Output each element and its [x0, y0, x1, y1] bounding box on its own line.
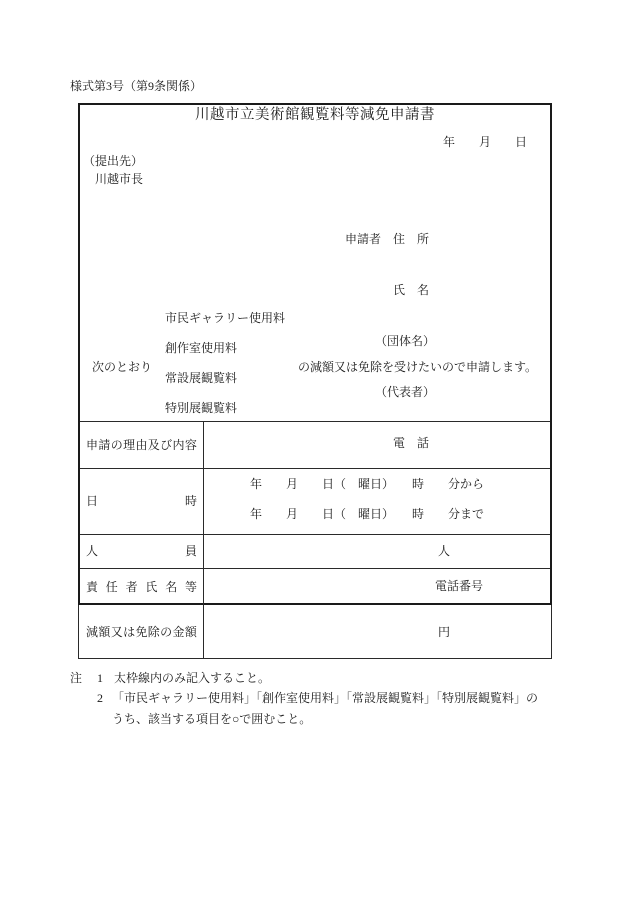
note-2-number: 2: [97, 691, 103, 705]
note-1-number: 1: [97, 671, 103, 685]
datetime-until-line: 年 月 日（ 曜日） 時 分まで: [250, 507, 485, 521]
statement-prefix: 次のとおり: [92, 360, 153, 374]
personnel-row-label-cell: [80, 534, 203, 568]
fee-option-gallery: 市民ギャラリー使用料: [165, 311, 286, 325]
reason-row-label: 申 請 の 理 由 及 び 内 容: [86, 437, 197, 452]
applicant-name-line: 氏 名: [345, 283, 430, 297]
yen-unit-label: 円: [437, 625, 450, 639]
note-2-text-line1: 「市民ギャラリー使用料」「創作室使用料」「常設展観覧料」「特別展観覧料」の: [112, 691, 539, 705]
notes-marker: 注: [70, 671, 83, 685]
applicant-address-line: 申請者 住 所: [345, 232, 430, 246]
note-1-text: 太枠線内のみ記入すること。: [114, 671, 271, 685]
fee-option-studio: 創作室使用料: [165, 341, 238, 355]
responsible-person-label-cell: [80, 568, 203, 605]
fee-option-special-exhibition: 特別展観覧料: [165, 401, 238, 415]
applicant-representative-line: （代表者）: [345, 385, 436, 399]
form-number-label: 様式第3号（第9条関係）: [70, 79, 203, 93]
note-2-text-line2: うち、該当する項目を○で囲むこと。: [112, 712, 312, 726]
datetime-row-label-cell: [80, 468, 203, 534]
form-title: 川越市立美術館観覧料等減免申請書: [195, 107, 435, 123]
personnel-unit-label: 人: [437, 544, 450, 558]
applicant-phone-line: 電 話: [345, 436, 430, 450]
datetime-from-line: 年 月 日（ 曜日） 時 分から: [250, 477, 485, 491]
fee-option-permanent-exhibition: 常設展観覧料: [165, 371, 238, 385]
phone-number-label: 電話番号: [434, 579, 483, 593]
recipient-name: 川越市長: [95, 172, 144, 186]
datetime-row-label: 日 時: [86, 494, 197, 508]
statement-suffix: の減額又は免除を受けたいので申請します。: [298, 360, 538, 374]
responsible-person-label: 責 任 者 氏 名 等: [86, 579, 197, 594]
date-field: 年 月 日: [442, 135, 527, 149]
reason-row-value-cell: [204, 421, 550, 468]
recipient-label: （提出先）: [83, 154, 144, 168]
reason-row-label-cell: [80, 421, 203, 468]
amount-row-label: 減 額 又 は 免 除 の 金 額: [86, 625, 197, 639]
personnel-row-label: 人 員: [86, 544, 197, 558]
amount-row-label-cell: [80, 606, 203, 658]
applicant-organization-line: （団体名）: [345, 334, 436, 348]
